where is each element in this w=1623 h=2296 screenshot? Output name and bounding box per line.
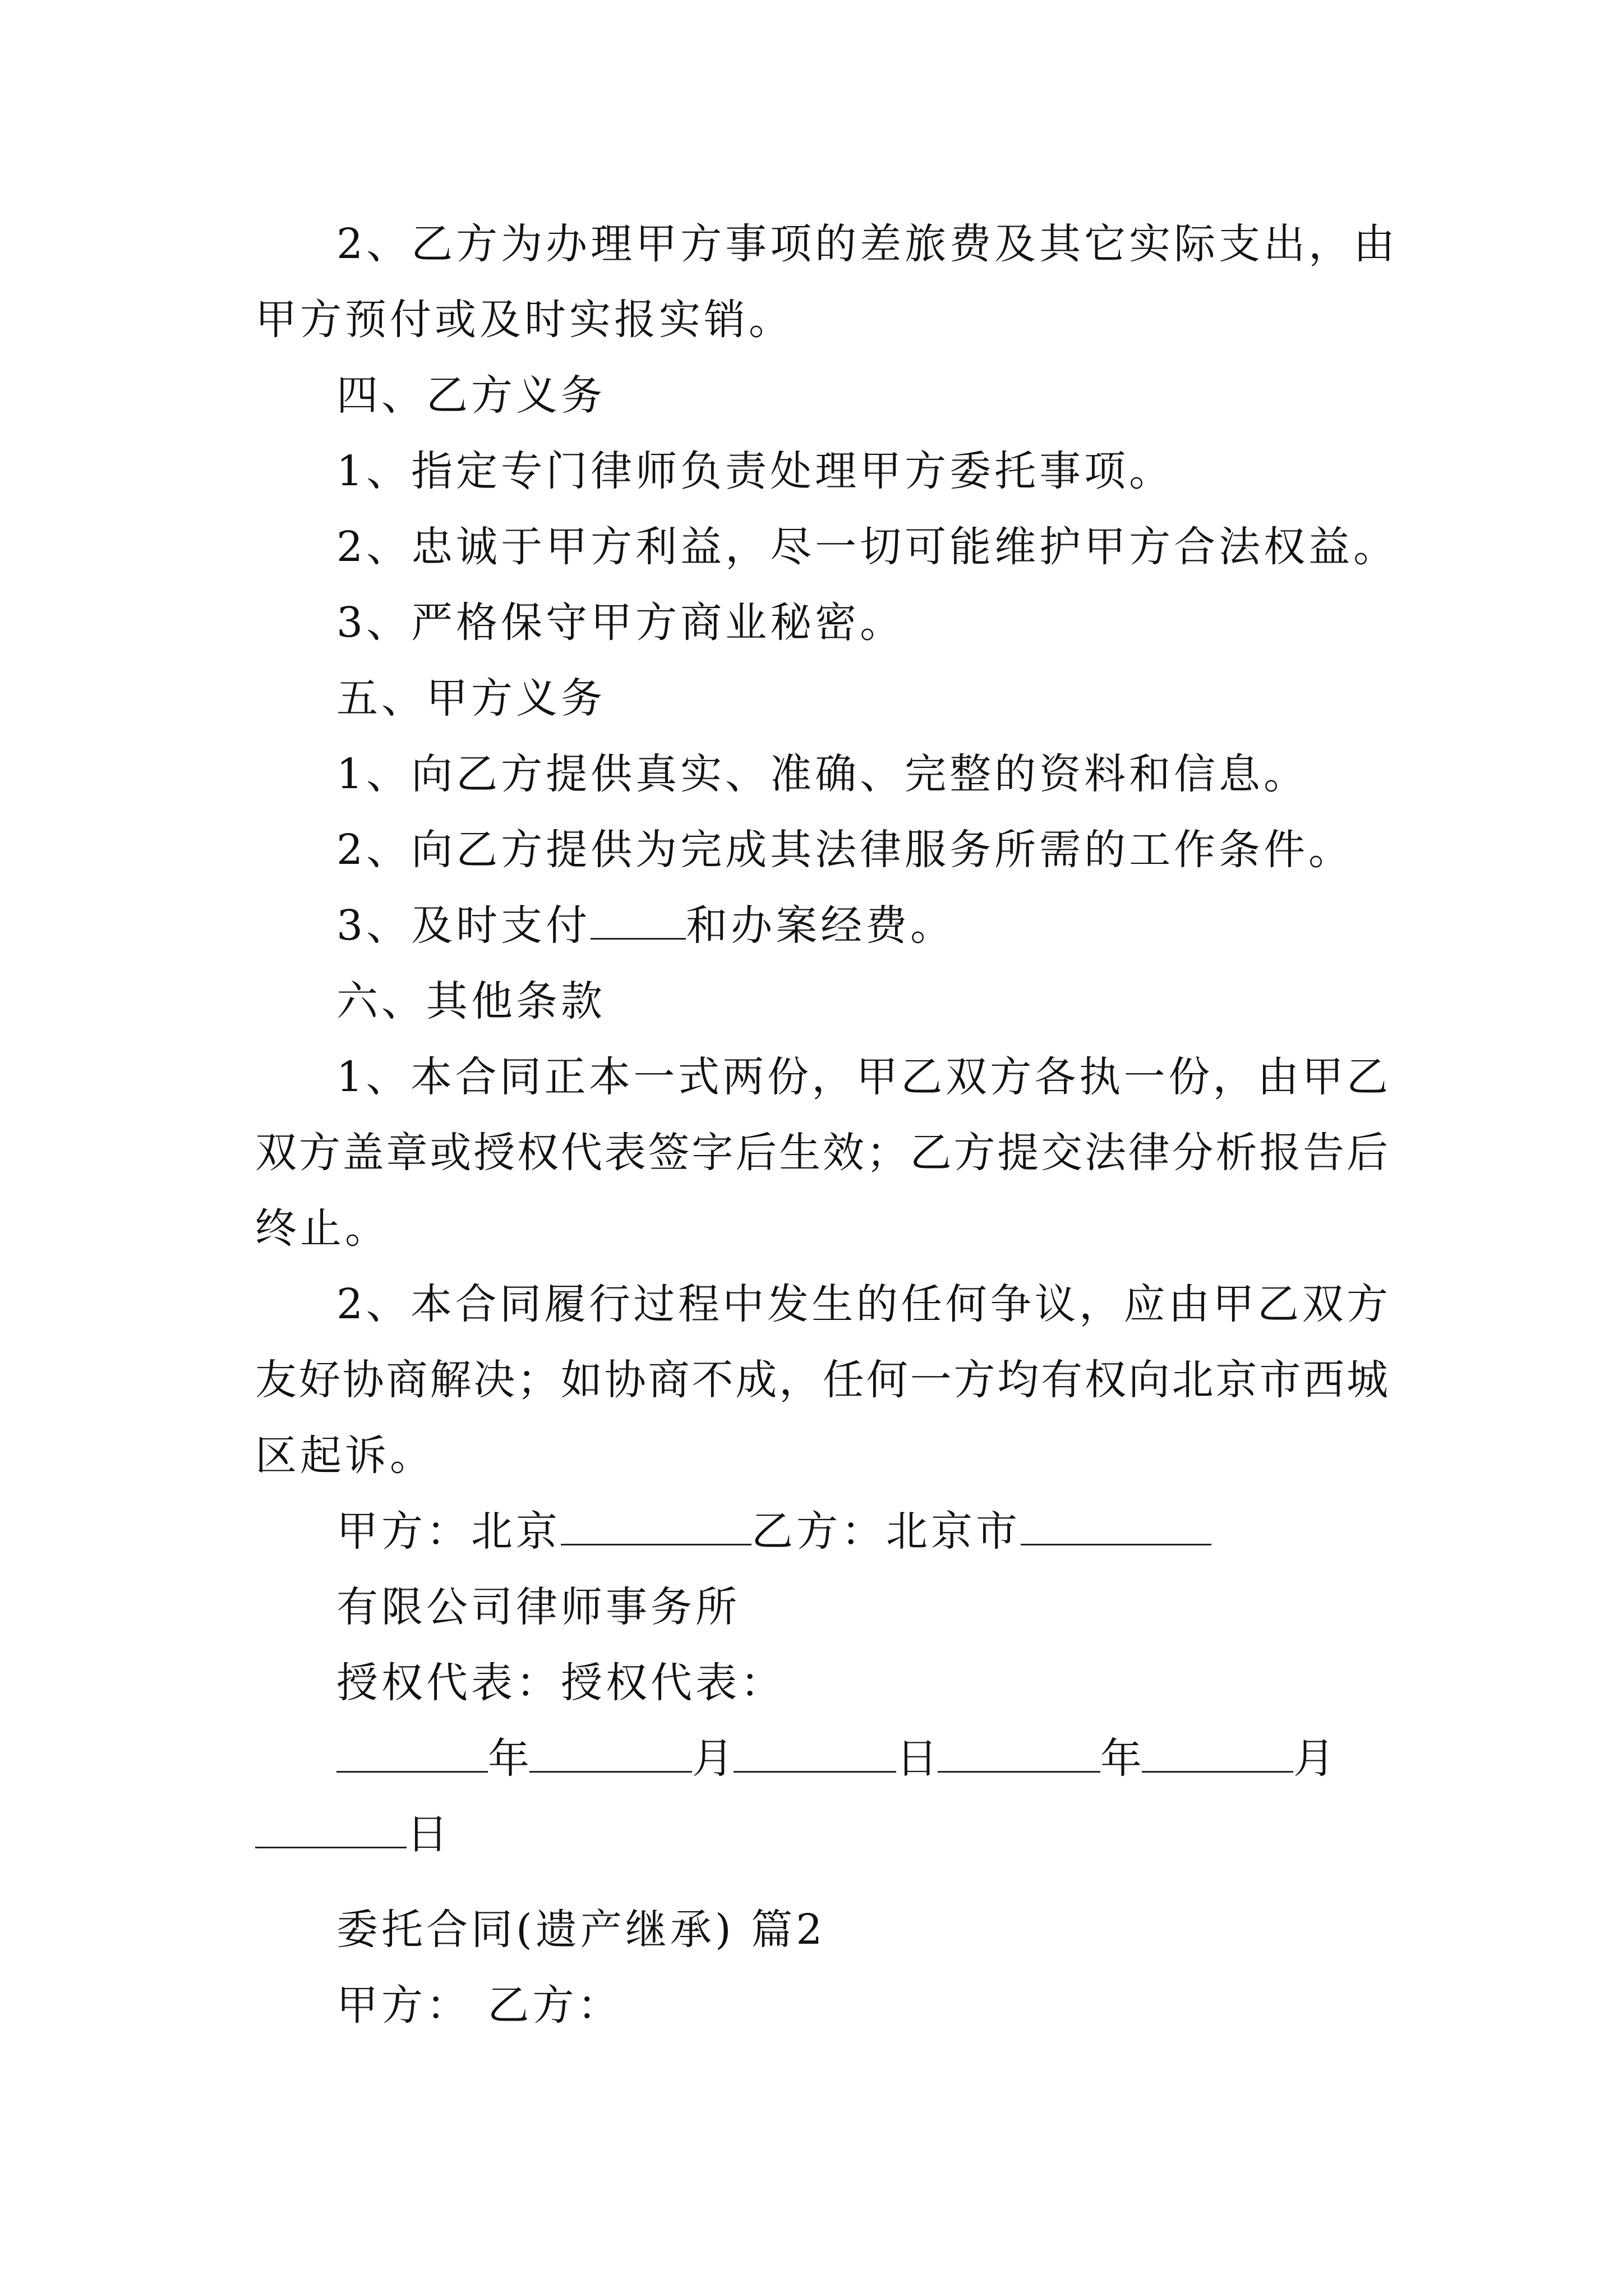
paragraph-line: 终止。 [255, 1204, 390, 1253]
section-title: 委托合同(遗产继承) 篇2 [336, 1906, 826, 1954]
list-item [336, 898, 955, 954]
paragraph-line: 区起诉。 [255, 1432, 435, 1480]
list-item: 1、向乙方提供真实、准确、完整的资料和信息。 [336, 750, 1309, 798]
list-item: 1、指定专门律师负责处理甲方委托事项。 [336, 447, 1174, 495]
list-item-text: 和办案经费。 [686, 901, 956, 950]
parties-line: 甲方： 乙方： [336, 1981, 623, 2030]
paragraph-line: 双方盖章或授权代表签字后生效；乙方提交法律分析报告后 [255, 1129, 1388, 1177]
fill-in-blank [255, 1807, 407, 1848]
fill-in-blank [938, 1732, 1100, 1773]
list-item: 2、向乙方提供为完成其法律服务所需的工作条件。 [336, 826, 1354, 874]
section-heading: 五、甲方义务 [336, 674, 606, 723]
fill-in-blank [1021, 1504, 1211, 1545]
fill-in-blank [734, 1732, 896, 1773]
list-item-text: 3、及时支付 [336, 901, 591, 950]
date-year-label: 年 [1100, 1734, 1142, 1783]
date-month-label: 月 [1293, 1734, 1335, 1783]
date-month-label: 月 [692, 1734, 734, 1783]
paragraph-line: 2、本合同履行过程中发生的任何争议，应由甲乙双方 [336, 1280, 1388, 1328]
paragraph-line: 2、乙方为办理甲方事项的差旅费及其它实际支出，由 [336, 220, 1399, 268]
paragraph-line: 甲方预付或及时实报实销。 [255, 296, 794, 344]
signature-line: 授权代表：授权代表： [336, 1659, 785, 1707]
fill-in-blank [1142, 1732, 1293, 1773]
section-heading: 六、其他条款 [336, 977, 606, 1025]
section-heading: 四、乙方义务 [336, 371, 606, 420]
fill-in-blank [336, 1732, 488, 1773]
signature-date [336, 1731, 1335, 1787]
paragraph-line: 友好协商解决；如协商不成，任何一方均有权向北京市西城 [255, 1356, 1388, 1404]
date-year-label: 年 [488, 1734, 529, 1783]
party-a-label: 甲方：北京 [336, 1507, 561, 1556]
fill-in-blank [561, 1504, 751, 1545]
list-item: 2、忠诚于甲方利益，尽一切可能维护甲方合法权益。 [336, 523, 1399, 571]
date-day-label: 日 [896, 1734, 938, 1783]
signature-line: 有限公司律师事务所 [336, 1583, 740, 1631]
signature-date [255, 1806, 448, 1862]
signature-parties [336, 1503, 1211, 1559]
fill-in-blank [591, 899, 686, 940]
list-item: 3、严格保守甲方商业秘密。 [336, 599, 905, 647]
party-b-label: 乙方：北京市 [751, 1507, 1021, 1556]
date-day-label: 日 [407, 1810, 448, 1858]
fill-in-blank [529, 1732, 692, 1773]
paragraph-line: 1、本合同正本一式两份，甲乙双方各执一份，由甲乙 [336, 1053, 1388, 1101]
